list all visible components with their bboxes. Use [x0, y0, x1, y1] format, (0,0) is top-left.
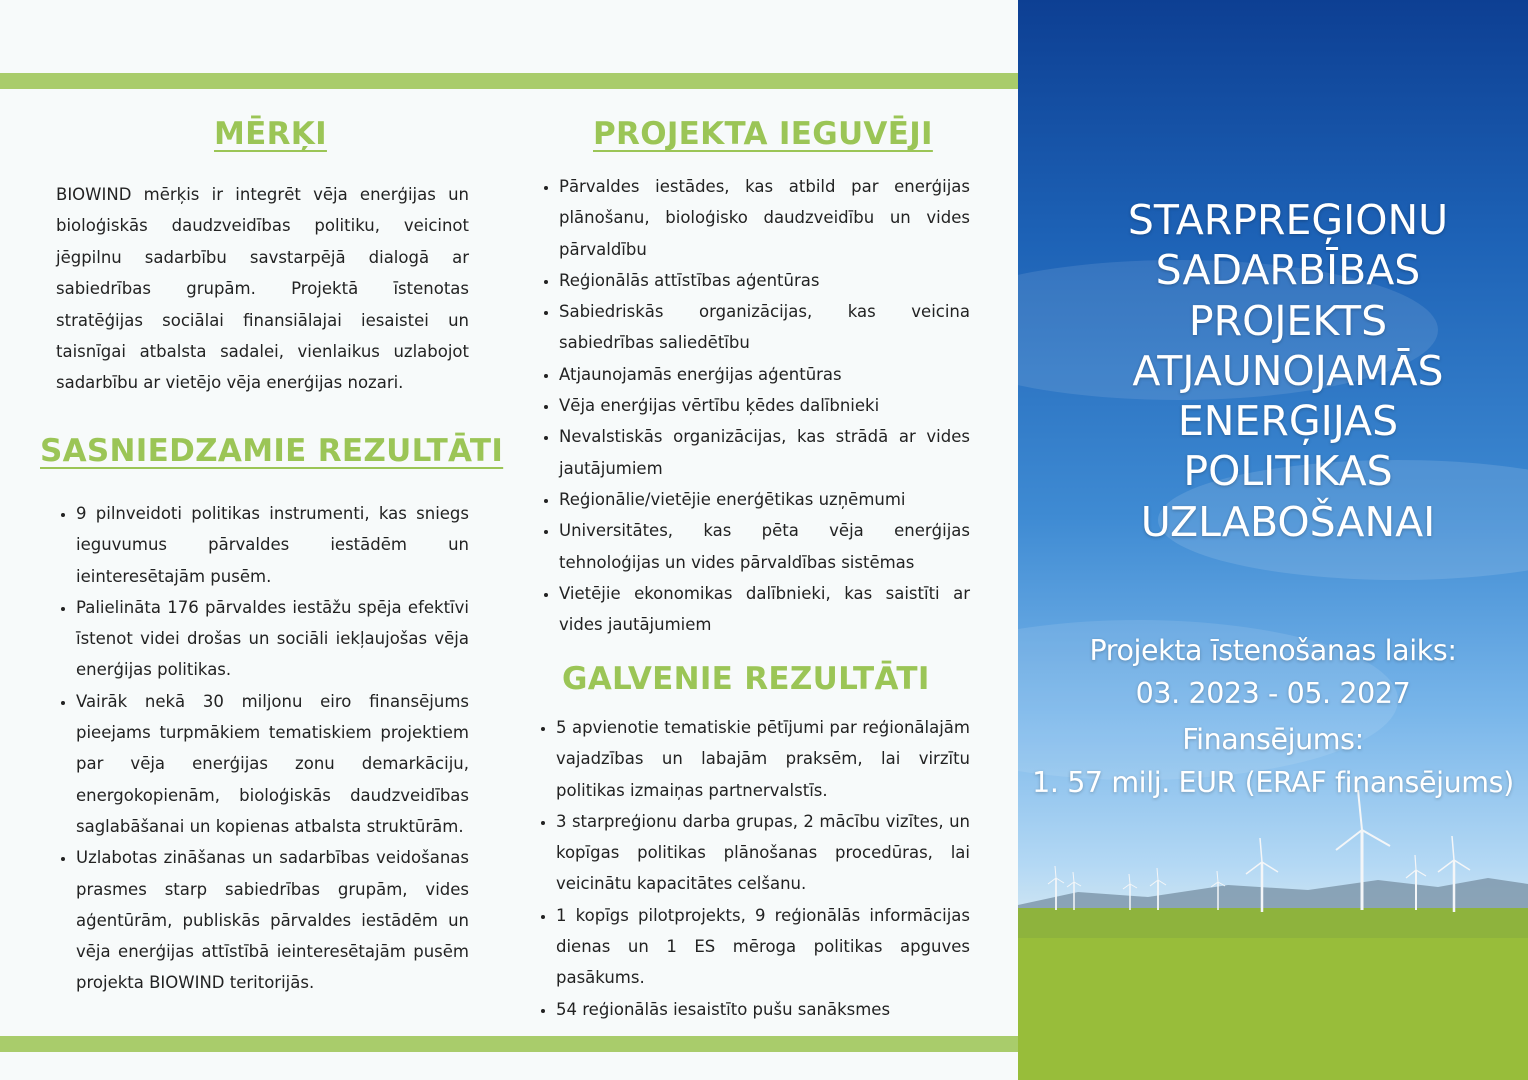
cover-title-line: ATJAUNOJAMĀS — [1132, 346, 1444, 395]
cover-title-line: UZLABOŠANAI — [1140, 497, 1436, 546]
list-item: • Vietējie ekonomikas dalībnieki, kas saistīti ar vides jautājumiem — [559, 578, 970, 641]
beneficiaries-heading: PROJEKTA IEGUVĒJI — [593, 116, 933, 152]
list-item: • Nevalstiskās organizācijas, kas strādā ar vides jautājumiem — [559, 421, 970, 484]
cover-title-line: ENERĢIJAS — [1177, 397, 1399, 446]
period-label: Projekta īstenošanas laiks: — [1089, 634, 1457, 667]
list-item: • 54 reģionālās iesaistīto pušu sanāksmes — [556, 994, 970, 1025]
main-results-list — [536, 712, 970, 1025]
funding-value: 1. 57 milj. EUR (ERAF finansējums) — [1032, 766, 1514, 799]
funding-label: Finansējums: — [1182, 723, 1364, 756]
cover-title — [1048, 195, 1528, 547]
list-item: • Pārvaldes iestādes, kas atbild par enerģijas plānošanu, bioloģisko daudzveidību un vides pārvaldību — [559, 171, 970, 265]
cover-title-line: SADARBĪBAS — [1155, 246, 1421, 295]
list-item: • Atjaunojamās enerģijas aģentūras — [559, 359, 970, 390]
beneficiaries-list — [539, 171, 970, 640]
top-accent-bar — [0, 73, 1018, 89]
list-item: • Vēja enerģijas vērtību ķēdes dalībnieki — [559, 390, 970, 421]
period-value: 03. 2023 - 05. 2027 — [1135, 677, 1411, 710]
expected-results-list — [56, 498, 469, 999]
goals-heading: MĒRĶI — [214, 116, 327, 152]
list-item: • Sabiedriskās organizācijas, kas veicina sabiedrības saliedētību — [559, 296, 970, 359]
bottom-accent-bar — [0, 1036, 1018, 1052]
list-item: • Vairāk nekā 30 miljonu eiro finansējums pieejams turpmākiem tematiskiem projektiem par vēja enerģijas zonu demarkāciju, energokopienām, bioloģiskās daudzveidības saglabāšanai un kopienas atbalsta struktūrām. — [76, 686, 469, 842]
goals-paragraph: BIOWIND mērķis ir integrēt vēja enerģijas un bioloģiskās daudzveidības politiku, veicinot jēgpilnu sadarbību savstarpējā dialogā ar sabiedrības grupām. Projektā īstenotas stratēģijas sociālai finansiālajai iesaistei un taisnīgai atbalsta sadalei, vienlaikus uzlabojot sadarbību ar vietējo vēja enerģijas nozari. — [56, 185, 469, 393]
cover-title-line: PROJEKTS — [1188, 296, 1388, 345]
list-item: • Reģionālie/vietējie enerģētikas uzņēmumi — [559, 484, 970, 515]
cover-title-line: POLITIKAS — [1183, 447, 1393, 496]
expected-results-heading: SASNIEDZAMIE REZULTĀTI — [40, 433, 504, 469]
list-item: • Universitātes, kas pēta vēja enerģijas tehnoloģijas un vides pārvaldības sistēmas — [559, 515, 970, 578]
list-item: • Palielināta 176 pārvaldes iestāžu spēja efektīvi īstenot videi drošas un sociāli iekļaujošas vēja enerģijas politikas. — [76, 592, 469, 686]
list-item: • 3 starpreģionu darba grupas, 2 mācību vizītes, un kopīgas politikas plānošanas procedūras, lai veicinātu kapacitātes celšanu. — [556, 806, 970, 900]
list-item: • 9 pilnveidoti politikas instrumenti, kas sniegs ieguvumus pārvaldes iestādēm un ieinteresētajām pusēm. — [76, 498, 469, 592]
list-item: • 1 kopīgs pilotprojekts, 9 reģionālās informācijas dienas un 1 ES mēroga politikas apguves pasākums. — [556, 900, 970, 994]
list-item: • Reģionālās attīstības aģentūras — [559, 265, 970, 296]
main-results-heading: GALVENIE REZULTĀTI — [562, 661, 930, 697]
cover-title-line: STARPREĢIONU — [1127, 196, 1449, 244]
list-item: • Uzlabotas zināšanas un sadarbības veidošanas prasmes starp sabiedrības grupām, vides aģentūrām, publiskās pārvaldes iestādēm un vēja enerģijas attīstībā ieinteresētajām pusēm projekta BIOWIND teritorijās. — [76, 842, 469, 998]
cover-panel — [1018, 0, 1528, 1080]
list-item: • 5 apvienotie tematiskie pētījumi par reģionālajām vajadzības un labajām praksēm, lai virzītu politikas izmaiņas partnervalstīs. — [556, 712, 970, 806]
